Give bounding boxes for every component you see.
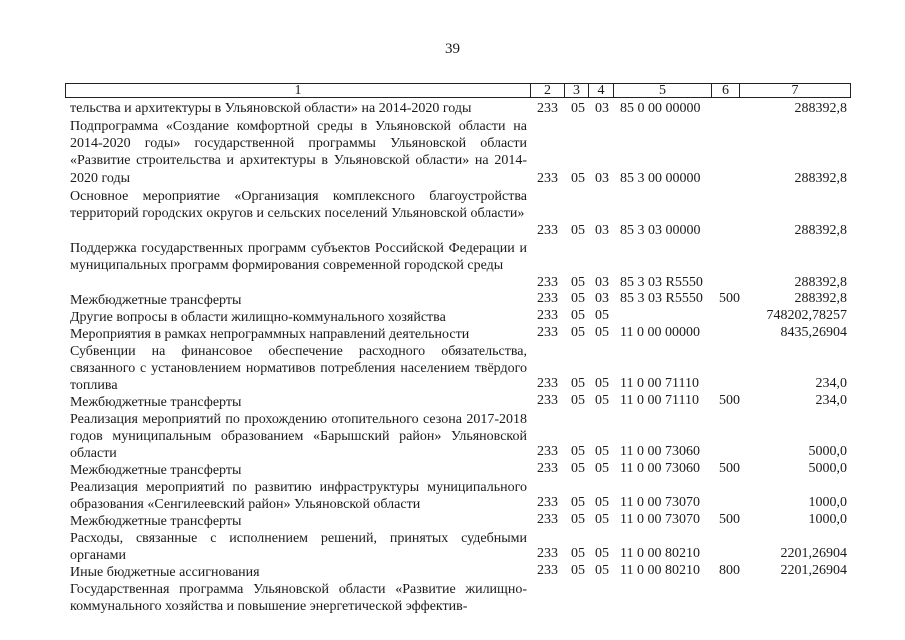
header-col-3: 3: [564, 83, 588, 98]
row-section: 05: [571, 461, 585, 476]
row-section: 05: [571, 444, 585, 459]
row-section: 05: [571, 325, 585, 340]
row-target-article: 85 3 00 00000: [620, 171, 701, 186]
row-amount: 234,0: [815, 393, 847, 408]
row-subsection: 03: [595, 291, 609, 306]
row-subsection: 03: [595, 223, 609, 238]
row-description: Субвенции на финансовое обеспечение расходного обязательства, связанного с установлением нормативов потребления населением твёрдого топлива: [70, 344, 527, 394]
row-expense-type: 500: [719, 393, 740, 408]
row-subsection: 03: [595, 101, 609, 116]
row-subsection: 03: [595, 275, 609, 290]
row-subsection: 05: [595, 512, 609, 527]
row-amount: 288392,8: [794, 101, 847, 116]
row-amount: 288392,8: [794, 171, 847, 186]
row-subsection: 05: [595, 461, 609, 476]
row-section: 05: [571, 275, 585, 290]
row-section: 05: [571, 495, 585, 510]
row-amount: 234,0: [815, 376, 847, 391]
row-admin-code: 233: [537, 495, 558, 510]
row-description: Государственная программа Ульяновской области «Развитие жилищно-коммунального хозяйства и повышение энергетической эффектив-: [70, 582, 527, 615]
row-section: 05: [571, 512, 585, 527]
row-description: Межбюджетные трансферты: [70, 395, 242, 410]
header-col-1: 1: [65, 83, 530, 98]
row-description: Реализация мероприятий по развитию инфраструктуры муниципального образования «Сенгилеевский район» Ульяновской области: [70, 480, 527, 513]
row-admin-code: 233: [537, 376, 558, 391]
row-target-article: 11 0 00 80210: [620, 546, 700, 561]
row-amount: 8435,26904: [780, 325, 847, 340]
row-subsection: 03: [595, 171, 609, 186]
row-description: Другие вопросы в области жилищно-коммунального хозяйства: [70, 310, 446, 325]
row-admin-code: 233: [537, 444, 558, 459]
row-description: Подпрограмма «Создание комфортной среды в Ульяновской области на 2014-2020 годы» государственной программы Ульяновской области «Развитие строительства и архитектуры в Ульяновской области» на 2014-2020 годы: [70, 119, 527, 186]
row-admin-code: 233: [537, 325, 558, 340]
row-target-article: 11 0 00 71110: [620, 393, 699, 408]
row-section: 05: [571, 223, 585, 238]
row-amount: 288392,8: [794, 291, 847, 306]
row-description: Основное мероприятие «Организация комплексного благоустройства территорий городских округов и сельских поселений Ульяновской области»: [70, 189, 527, 222]
row-subsection: 05: [595, 376, 609, 391]
row-amount: 1000,0: [808, 495, 847, 510]
row-target-article: 85 0 00 00000: [620, 101, 701, 116]
row-section: 05: [571, 546, 585, 561]
row-admin-code: 233: [537, 101, 558, 116]
row-expense-type: 500: [719, 512, 740, 527]
row-admin-code: 233: [537, 563, 558, 578]
row-subsection: 05: [595, 546, 609, 561]
row-target-article: 11 0 00 73060: [620, 461, 700, 476]
row-description: Мероприятия в рамках непрограммных направлений деятельности: [70, 327, 470, 342]
row-target-article: 11 0 00 80210: [620, 563, 700, 578]
row-section: 05: [571, 171, 585, 186]
header-col-6: 6: [711, 83, 739, 98]
header-col-2: 2: [530, 83, 564, 98]
row-subsection: 05: [595, 308, 609, 323]
row-subsection: 05: [595, 444, 609, 459]
row-admin-code: 233: [537, 461, 558, 476]
row-amount: 5000,0: [808, 444, 847, 459]
row-subsection: 05: [595, 325, 609, 340]
row-section: 05: [571, 563, 585, 578]
row-description: Поддержка государственных программ субъектов Российской Федерации и муниципальных программ формирования современной городской среды: [70, 241, 527, 274]
row-admin-code: 233: [537, 171, 558, 186]
row-admin-code: 233: [537, 512, 558, 527]
row-expense-type: 500: [719, 461, 740, 476]
row-target-article: 11 0 00 73070: [620, 512, 700, 527]
row-admin-code: 233: [537, 275, 558, 290]
row-subsection: 05: [595, 563, 609, 578]
row-amount: 288392,8: [794, 275, 847, 290]
row-section: 05: [571, 376, 585, 391]
row-expense-type: 800: [719, 563, 740, 578]
row-section: 05: [571, 101, 585, 116]
row-description: Реализация мероприятий по прохождению отопительного сезона 2017-2018 годов муниципальным образованием «Барышский район» Ульяновской области: [70, 412, 527, 462]
row-description: Межбюджетные трансферты: [70, 514, 242, 529]
row-amount: 2201,26904: [780, 563, 847, 578]
row-amount: 288392,8: [794, 223, 847, 238]
row-expense-type: 500: [719, 291, 740, 306]
row-description: Иные бюджетные ассигнования: [70, 565, 260, 580]
row-target-article: 11 0 00 73070: [620, 495, 700, 510]
row-section: 05: [571, 308, 585, 323]
page-number: 39: [445, 41, 460, 57]
row-target-article: 85 3 03 R5550: [620, 291, 703, 306]
row-admin-code: 233: [537, 223, 558, 238]
row-amount: 748202,78257: [766, 308, 847, 323]
row-target-article: 11 0 00 73060: [620, 444, 700, 459]
row-description: Межбюджетные трансферты: [70, 293, 242, 308]
row-description: тельства и архитектуры в Ульяновской области» на 2014-2020 годы: [70, 101, 472, 116]
row-target-article: 11 0 00 00000: [620, 325, 700, 340]
row-description: Межбюджетные трансферты: [70, 463, 242, 478]
row-target-article: 85 3 03 00000: [620, 223, 701, 238]
row-section: 05: [571, 393, 585, 408]
row-amount: 2201,26904: [780, 546, 847, 561]
header-col-5: 5: [613, 83, 711, 98]
row-admin-code: 233: [537, 308, 558, 323]
row-amount: 1000,0: [808, 512, 847, 527]
row-description: Расходы, связанные с исполнением решений, принятых судебными органами: [70, 531, 527, 564]
row-subsection: 05: [595, 393, 609, 408]
row-section: 05: [571, 291, 585, 306]
row-admin-code: 233: [537, 393, 558, 408]
row-subsection: 05: [595, 495, 609, 510]
row-admin-code: 233: [537, 291, 558, 306]
row-admin-code: 233: [537, 546, 558, 561]
header-col-4: 4: [588, 83, 613, 98]
row-target-article: 11 0 00 71110: [620, 376, 699, 391]
row-target-article: 85 3 03 R5550: [620, 275, 703, 290]
header-col-7: 7: [739, 83, 851, 98]
row-amount: 5000,0: [808, 461, 847, 476]
